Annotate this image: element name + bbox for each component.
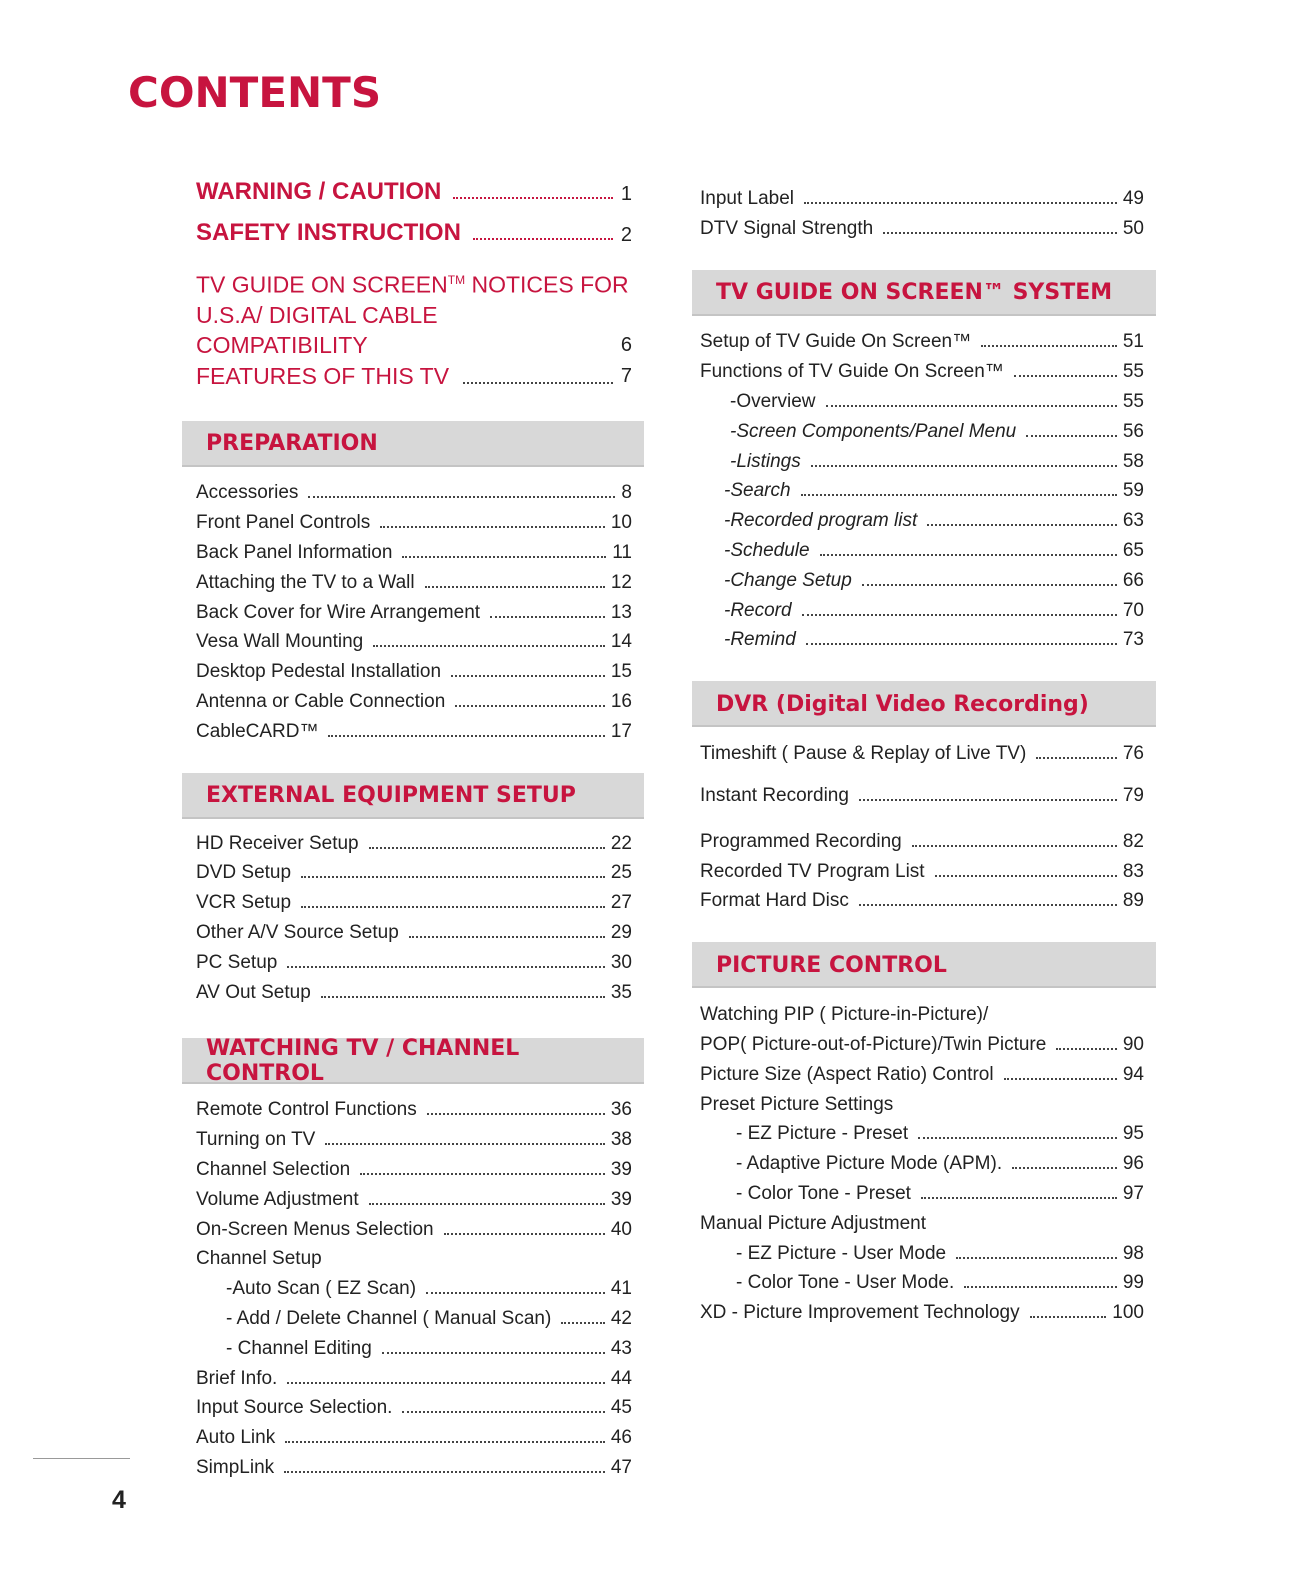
toc-entry[interactable] xyxy=(196,534,632,564)
entry-label: Programmed Recording xyxy=(700,830,902,852)
leader-dots xyxy=(382,1352,605,1354)
entry-label: Back Cover for Wire Arrangement xyxy=(196,601,481,623)
toc-entry[interactable] xyxy=(196,1300,632,1330)
entry-page: 56 xyxy=(1122,420,1144,442)
leader-dots xyxy=(455,705,605,707)
toc-entry[interactable] xyxy=(700,1145,1144,1175)
entry-label: Watching PIP ( Picture-in-Picture)/ xyxy=(700,1004,989,1026)
leader-dots xyxy=(811,465,1117,467)
entry-label: - Add / Delete Channel ( Manual Scan) xyxy=(226,1307,552,1329)
entry-label: WARNING / CAUTION xyxy=(196,178,442,205)
entry-page: 44 xyxy=(610,1367,632,1389)
entry-page: 40 xyxy=(610,1218,632,1240)
section-header-watching: WATCHING TV / CHANNEL CONTROL xyxy=(182,1038,644,1084)
entry-label: CableCARD™ xyxy=(196,720,319,742)
toc-entry[interactable] xyxy=(700,562,1144,592)
entry-page: 6 xyxy=(620,333,632,356)
entry-page: 42 xyxy=(610,1307,632,1329)
entry-label: Accessories xyxy=(196,482,299,504)
entry-label: Setup of TV Guide On Screen™ xyxy=(700,331,972,353)
section-header-tvguide-system: TV GUIDE ON SCREEN™ SYSTEM xyxy=(692,270,1156,316)
toc-entry[interactable] xyxy=(196,1330,632,1360)
toc-entry[interactable] xyxy=(700,324,1144,354)
entry-page: 12 xyxy=(610,571,632,593)
leader-dots xyxy=(820,554,1117,556)
leader-dots xyxy=(301,876,605,878)
top-right-list xyxy=(700,180,1144,240)
leader-dots xyxy=(325,1143,605,1145)
preparation-list xyxy=(196,475,632,743)
entry-label: -Screen Components/Panel Menu xyxy=(730,420,1017,442)
toc-entry[interactable] xyxy=(196,1181,632,1211)
entry-label: Input Source Selection. xyxy=(196,1397,393,1419)
entry-page: 10 xyxy=(610,512,632,534)
entry-page: 14 xyxy=(610,631,632,653)
entry-label: - EZ Picture - Preset xyxy=(736,1123,909,1145)
entry-page: 82 xyxy=(1122,830,1144,852)
entry-page: 97 xyxy=(1122,1182,1144,1204)
leader-dots xyxy=(1012,1167,1117,1169)
entry-label-line2: U.S.A/ DIGITAL CABLE COMPATIBILITY 6 xyxy=(196,301,632,358)
toc-entry[interactable] xyxy=(700,853,1144,883)
toc-entry[interactable] xyxy=(700,1175,1144,1205)
entry-label: -Listings xyxy=(730,450,801,472)
leader-dots xyxy=(1026,435,1117,437)
entry-label: - Color Tone - User Mode. xyxy=(736,1272,955,1294)
leader-dots xyxy=(964,1286,1117,1288)
entry-page: 58 xyxy=(1122,450,1144,472)
leader-dots xyxy=(956,1257,1117,1259)
toc-entry-safety[interactable] xyxy=(196,221,632,245)
entry-page: 27 xyxy=(610,892,632,914)
entry-label: Vesa Wall Mounting xyxy=(196,631,364,653)
toc-entry[interactable] xyxy=(196,855,632,885)
entry-label: SAFETY INSTRUCTION xyxy=(196,219,461,246)
entry-page: 1 xyxy=(620,183,632,205)
leader-dots xyxy=(862,584,1117,586)
entry-page: 79 xyxy=(1122,784,1144,806)
toc-entry[interactable] xyxy=(700,1235,1144,1265)
toc-entry[interactable] xyxy=(700,777,1144,807)
entry-label: - Adaptive Picture Mode (APM). xyxy=(736,1153,1003,1175)
entry-page: 55 xyxy=(1122,390,1144,412)
entry-label: Picture Size (Aspect Ratio) Control xyxy=(700,1063,994,1085)
toc-entry[interactable] xyxy=(700,1265,1144,1295)
entry-label-line1: TV GUIDE ON SCREEN™ NOTICES FOR xyxy=(196,271,629,298)
toc-entry[interactable] xyxy=(700,1294,1144,1324)
toc-entry[interactable] xyxy=(196,683,632,713)
toc-entry[interactable] xyxy=(196,594,632,624)
entry-label: Remote Control Functions xyxy=(196,1099,417,1121)
toc-entry[interactable] xyxy=(196,1449,632,1479)
entry-label: VCR Setup xyxy=(196,892,292,914)
leader-dots xyxy=(927,524,1117,526)
toc-entry[interactable] xyxy=(700,180,1144,210)
leader-dots xyxy=(921,1197,1117,1199)
leader-dots xyxy=(490,616,605,618)
entry-label: -Schedule xyxy=(724,539,810,561)
entry-label: DVD Setup xyxy=(196,862,292,884)
entry-label: -Search xyxy=(724,480,791,502)
leader-dots xyxy=(369,1203,605,1205)
entry-label: Attaching the TV to a Wall xyxy=(196,571,415,593)
entry-page: 55 xyxy=(1122,361,1144,383)
leader-dots xyxy=(1030,1316,1107,1318)
entry-label: SimpLink xyxy=(196,1456,275,1478)
entry-page: 65 xyxy=(1122,539,1144,561)
toc-entry[interactable] xyxy=(700,735,1144,765)
entry-page: 63 xyxy=(1122,510,1144,532)
toc-entry[interactable] xyxy=(700,443,1144,473)
entry-label: Back Panel Information xyxy=(196,542,393,564)
entry-page: 43 xyxy=(610,1337,632,1359)
toc-entry[interactable] xyxy=(196,624,632,654)
picture-list xyxy=(700,996,1144,1324)
entry-label: - Color Tone - Preset xyxy=(736,1182,911,1204)
leader-dots xyxy=(806,643,1117,645)
section-header-dvr: DVR (Digital Video Recording) xyxy=(692,681,1156,727)
entry-label: -Recorded program list xyxy=(724,510,918,532)
entry-page: 15 xyxy=(610,661,632,683)
entry-page: 89 xyxy=(1122,890,1144,912)
entry-label: Brief Info. xyxy=(196,1367,278,1389)
entry-page: 47 xyxy=(610,1456,632,1478)
toc-entry[interactable] xyxy=(700,502,1144,532)
toc-entry[interactable] xyxy=(700,1116,1144,1146)
entry-page: 66 xyxy=(1122,569,1144,591)
entry-page: 94 xyxy=(1122,1063,1144,1085)
entry-page: 98 xyxy=(1122,1242,1144,1264)
leader-dots xyxy=(859,904,1117,906)
entry-page: 39 xyxy=(610,1188,632,1210)
entry-page: 83 xyxy=(1122,860,1144,882)
entry-label: - EZ Picture - User Mode xyxy=(736,1242,947,1264)
leader-dots xyxy=(402,556,606,558)
leader-dots xyxy=(373,645,605,647)
toc-entry[interactable] xyxy=(700,1056,1144,1086)
toc-entry[interactable] xyxy=(196,1390,632,1420)
leader-dots xyxy=(308,496,615,498)
toc-entry[interactable] xyxy=(196,1241,632,1271)
entry-label: PC Setup xyxy=(196,951,278,973)
leader-dots xyxy=(360,1173,605,1175)
entry-page: 76 xyxy=(1122,743,1144,765)
leader-dots xyxy=(301,906,605,908)
toc-entry[interactable] xyxy=(700,532,1144,562)
toc-entry[interactable] xyxy=(196,1419,632,1449)
toc-entry[interactable] xyxy=(196,974,632,1004)
leader-dots xyxy=(883,232,1117,234)
entry-page: 22 xyxy=(610,832,632,854)
toc-right-column xyxy=(700,180,1144,1324)
entry-label: Preset Picture Settings xyxy=(700,1093,894,1115)
entry-label: Instant Recording xyxy=(700,784,849,806)
toc-entry[interactable] xyxy=(700,413,1144,443)
external-list xyxy=(196,825,632,1004)
entry-label: Antenna or Cable Connection xyxy=(196,691,446,713)
entry-label: - Channel Editing xyxy=(226,1337,372,1359)
leader-dots xyxy=(284,1471,605,1473)
leader-dots xyxy=(287,966,605,968)
entry-label: Desktop Pedestal Installation xyxy=(196,661,442,683)
leader-dots xyxy=(912,845,1117,847)
toc-entry[interactable] xyxy=(196,1121,632,1151)
entry-page: 29 xyxy=(610,922,632,944)
leader-dots xyxy=(981,345,1117,347)
entry-label: -Record xyxy=(724,599,792,621)
toc-entry[interactable] xyxy=(700,883,1144,913)
entry-label: Turning on TV xyxy=(196,1129,316,1151)
leader-dots xyxy=(1056,1048,1117,1050)
entry-label: Front Panel Controls xyxy=(196,512,371,534)
leader-dots xyxy=(561,1322,605,1324)
footer-rule xyxy=(33,1458,130,1459)
entry-page: 7 xyxy=(620,364,632,387)
toc-entry[interactable] xyxy=(700,353,1144,383)
toc-entry[interactable] xyxy=(700,473,1144,503)
entry-page: 17 xyxy=(610,720,632,742)
entry-label: -Remind xyxy=(724,629,796,651)
entry-label: HD Receiver Setup xyxy=(196,832,359,854)
entry-page: 99 xyxy=(1122,1272,1144,1294)
toc-entry[interactable] xyxy=(196,825,632,855)
entry-label: Format Hard Disc xyxy=(700,890,849,912)
toc-entry[interactable] xyxy=(196,475,632,505)
leader-dots xyxy=(321,996,605,998)
toc-entry[interactable] xyxy=(196,1092,632,1122)
entry-page: 38 xyxy=(610,1129,632,1151)
entry-label: Other A/V Source Setup xyxy=(196,922,399,944)
toc-entry[interactable] xyxy=(700,622,1144,652)
leader-dots xyxy=(287,1382,605,1384)
entry-page: 2 xyxy=(620,224,632,246)
entry-label: POP( Picture-out-of-Picture)/Twin Picture xyxy=(700,1033,1047,1055)
entry-label: Auto Link xyxy=(196,1427,276,1449)
entry-page: 73 xyxy=(1122,629,1144,651)
entry-label: Input Label xyxy=(700,187,795,209)
entry-page: 49 xyxy=(1122,187,1144,209)
entry-label: XD - Picture Improvement Technology xyxy=(700,1302,1020,1324)
entry-page: 30 xyxy=(610,951,632,973)
entry-page: 95 xyxy=(1122,1123,1144,1145)
leader-dots xyxy=(1004,1078,1117,1080)
toc-entry[interactable] xyxy=(196,884,632,914)
entry-label: Functions of TV Guide On Screen™ xyxy=(700,361,1004,383)
entry-page: 51 xyxy=(1122,331,1144,353)
entry-label: -Auto Scan ( EZ Scan) xyxy=(226,1278,417,1300)
leader-dots xyxy=(935,875,1117,877)
toc-entry[interactable] xyxy=(196,1151,632,1181)
watching-list xyxy=(196,1092,632,1479)
toc-entry[interactable] xyxy=(196,713,632,743)
toc-entry[interactable] xyxy=(196,944,632,974)
leader-dots xyxy=(328,735,604,737)
entry-page: 13 xyxy=(610,601,632,623)
toc-entry[interactable] xyxy=(700,823,1144,853)
leader-dots xyxy=(463,382,613,384)
entry-page: 45 xyxy=(610,1397,632,1419)
leader-dots xyxy=(426,1292,605,1294)
leader-dots xyxy=(402,1411,604,1413)
toc-entry[interactable] xyxy=(700,1205,1144,1235)
entry-page: 16 xyxy=(610,691,632,713)
leader-dots xyxy=(1036,757,1117,759)
leader-dots xyxy=(1014,375,1117,377)
entry-page: 46 xyxy=(610,1427,632,1449)
leader-dots xyxy=(826,405,1117,407)
page-number: 4 xyxy=(112,1486,126,1514)
entry-page: 41 xyxy=(610,1278,632,1300)
toc-entry[interactable] xyxy=(196,564,632,594)
entry-page: 39 xyxy=(610,1159,632,1180)
leader-dots xyxy=(918,1137,1117,1139)
leader-dots xyxy=(285,1441,605,1443)
toc-entry-warning[interactable] xyxy=(196,180,632,204)
leader-dots xyxy=(473,238,613,240)
leader-dots xyxy=(451,675,605,677)
leader-dots xyxy=(425,586,605,588)
entry-page: 59 xyxy=(1122,480,1144,502)
toc-entry[interactable] xyxy=(700,210,1144,240)
toc-entry[interactable] xyxy=(700,1026,1144,1056)
entry-page: 11 xyxy=(612,542,632,564)
entry-label: Timeshift ( Pause & Replay of Live TV) xyxy=(700,743,1027,765)
entry-page: 96 xyxy=(1122,1153,1144,1175)
entry-label: Channel Selection xyxy=(196,1159,351,1180)
leader-dots xyxy=(380,526,605,528)
toc-entry[interactable] xyxy=(196,1360,632,1390)
entry-label: Channel Setup xyxy=(196,1248,322,1270)
entry-label: Volume Adjustment xyxy=(196,1188,359,1210)
toc-entry[interactable] xyxy=(700,996,1144,1026)
leader-dots xyxy=(859,799,1117,801)
toc-entry[interactable] xyxy=(196,1270,632,1300)
leader-dots xyxy=(369,847,605,849)
page-title: CONTENTS xyxy=(128,68,382,117)
toc-entry[interactable] xyxy=(700,383,1144,413)
leader-dots xyxy=(802,614,1117,616)
entry-page: 8 xyxy=(621,482,632,504)
leader-dots xyxy=(409,936,605,938)
entry-label: Recorded TV Program List xyxy=(700,860,925,882)
entry-label: -Overview xyxy=(730,390,816,412)
entry-label: FEATURES OF THIS TV xyxy=(196,362,450,389)
entry-page: 50 xyxy=(1122,217,1144,239)
entry-page: 35 xyxy=(610,981,632,1003)
entry-label: AV Out Setup xyxy=(196,981,311,1003)
toc-entry[interactable] xyxy=(196,1211,632,1241)
toc-entry[interactable] xyxy=(700,592,1144,622)
leader-dots xyxy=(801,494,1117,496)
section-header-external: EXTERNAL EQUIPMENT SETUP xyxy=(182,773,644,819)
dvr-list xyxy=(700,735,1144,912)
entry-label: DTV Signal Strength xyxy=(700,217,874,239)
toc-entry[interactable] xyxy=(196,914,632,944)
entry-page: 100 xyxy=(1112,1302,1144,1324)
entry-page: 36 xyxy=(610,1099,632,1121)
entry-label: Manual Picture Adjustment xyxy=(700,1212,927,1234)
entry-page: 70 xyxy=(1122,599,1144,621)
entry-page: 90 xyxy=(1122,1033,1144,1055)
toc-left-column xyxy=(190,180,632,1479)
toc-entry-tvguide-notices[interactable] xyxy=(196,265,632,360)
leader-dots xyxy=(444,1233,605,1235)
entry-label: -Change Setup xyxy=(724,569,852,591)
entry-label: On-Screen Menus Selection xyxy=(196,1218,434,1240)
section-header-preparation: PREPARATION xyxy=(182,421,644,467)
toc-entry[interactable] xyxy=(700,1086,1144,1116)
leader-dots xyxy=(453,197,613,199)
toc-entry[interactable] xyxy=(196,653,632,683)
leader-dots xyxy=(804,202,1117,204)
toc-entry[interactable] xyxy=(196,504,632,534)
tvguide-system-list xyxy=(700,324,1144,652)
entry-page: 25 xyxy=(610,862,632,884)
leader-dots xyxy=(427,1113,605,1115)
section-header-picture: PICTURE CONTROL xyxy=(692,942,1156,988)
toc-entry-features[interactable] xyxy=(196,361,632,391)
